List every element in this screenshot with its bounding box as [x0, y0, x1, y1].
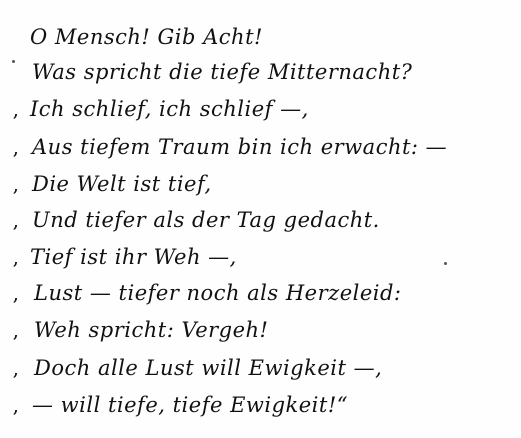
- quote-marker: ,: [12, 97, 20, 121]
- quote-marker: ,: [12, 245, 20, 269]
- line-text: Doch alle Lust will Ewigkeit —,: [34, 356, 383, 380]
- line-text: Lust — tiefer noch als Herzeleid:: [34, 281, 402, 305]
- poem-line-2: [0, 55, 521, 89]
- poem-line-8: [0, 276, 521, 310]
- poem-line-1: [0, 20, 521, 54]
- poem-line-10: [0, 351, 521, 385]
- ink-speck: [444, 262, 447, 265]
- line-text: Weh spricht: Vergeh!: [34, 318, 269, 342]
- poem-line-11: [0, 388, 521, 422]
- line-text: Und tiefer als der Tag gedacht.: [32, 208, 380, 232]
- quote-marker: ,: [12, 393, 20, 417]
- poem-line-7: [0, 240, 521, 274]
- line-text: Die Welt ist tief,: [32, 172, 212, 196]
- quote-marker: ,: [12, 135, 20, 159]
- line-text: O Mensch! Gib Acht!: [30, 25, 263, 49]
- quote-marker: ,: [12, 356, 20, 380]
- line-text: Was spricht die tiefe Mitternacht?: [32, 60, 413, 84]
- line-text: Ich schlief, ich schlief —,: [30, 97, 309, 121]
- poem-line-3: [0, 92, 521, 126]
- quote-marker: ,: [12, 318, 20, 342]
- line-text: Tief ist ihr Weh —,: [30, 245, 237, 269]
- quote-marker: ,: [12, 172, 20, 196]
- line-text: — will tiefe, tiefe Ewigkeit!“: [32, 393, 349, 417]
- poem-line-4: [0, 130, 521, 164]
- quote-marker: ,: [12, 281, 20, 305]
- poem-line-5: [0, 167, 521, 201]
- line-text: Aus tiefem Traum bin ich erwacht: —: [32, 135, 448, 159]
- poem-line-9: [0, 313, 521, 347]
- ink-speck: [12, 60, 15, 63]
- quote-marker: ,: [12, 208, 20, 232]
- poem-line-6: [0, 203, 521, 237]
